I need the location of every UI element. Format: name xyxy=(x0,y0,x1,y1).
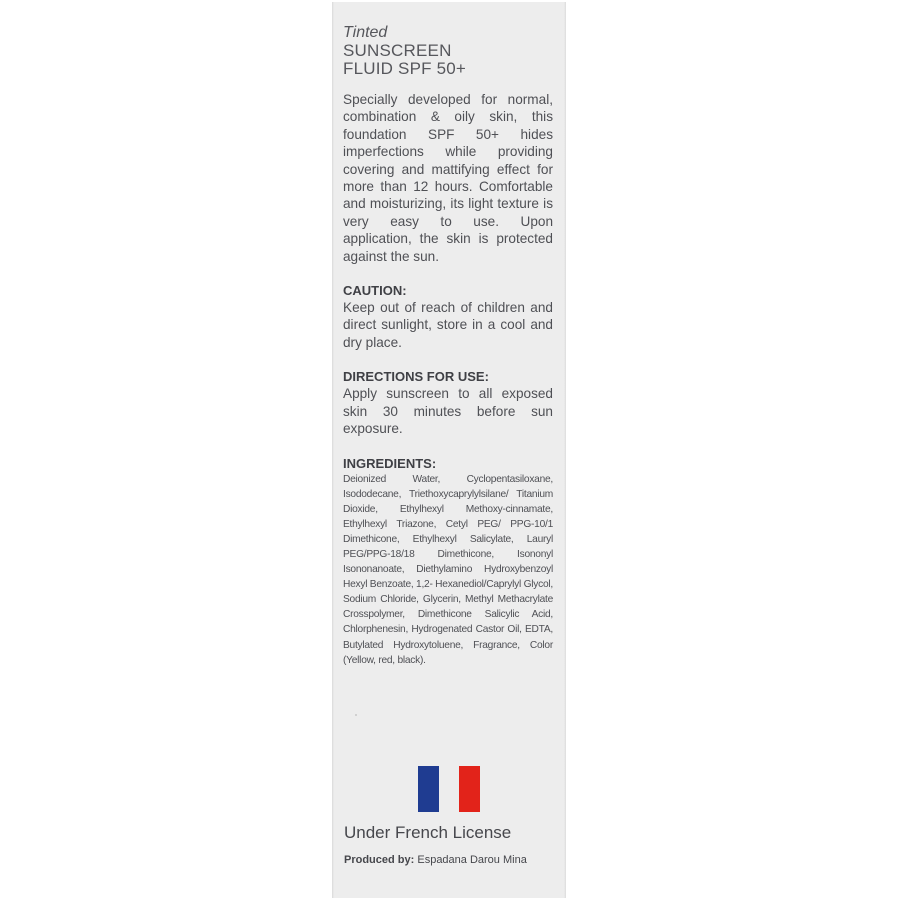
license-text: Under French License xyxy=(344,823,512,842)
flag-blue-stripe xyxy=(418,766,439,812)
ingredients-text: Deionized Water, Cyclopentasiloxane, Isododecane, Triethoxycaprylylsilane/ Titanium Dioxide, Ethylhexyl Methoxy-cinnamate, Ethylhexyl Triazone, Cetyl PEG/ PPG-10/1 Dimethicone, Ethylhexyl Salicylate, Lauryl PEG/PPG-18/18 Dimethicone, Isononyl Isononanoate, Diethylamino Hydroxybenzoyl Hexyl Benzoate, 1,2- Hexanediol/Caprylyl Glycol, Sodium Chloride, Glycerin, Methyl Methacrylate Crosspolymer, Dimethicone Salicylic Acid, Chlorphenesin, Hydrogenated Castor Oil, EDTA, Butylated Hydroxytoluene, Fragrance, Color (Yellow, red, black). xyxy=(343,473,553,666)
product-subtitle: Tinted xyxy=(343,24,388,41)
product-title-line-1: SUNSCREEN xyxy=(343,41,452,60)
product-title-line-2: FLUID SPF 50+ xyxy=(343,59,467,78)
product-description: Specially developed for normal, combination & oily skin, this foundation SPF 50+ hides imperfections while providing covering and mattifying effect for more than 12 hours. Comfortable and moisturizing, its light texture is very easy to use. Upon application, the skin is protected against the sun. xyxy=(343,92,553,264)
box-edge-right xyxy=(564,2,566,898)
caution-text: Keep out of reach of children and direct sunlight, store in a cool and dry place. xyxy=(343,300,553,350)
print-speck xyxy=(355,714,357,716)
directions-heading: DIRECTIONS FOR USE: xyxy=(343,369,489,385)
producer-label: Produced by: xyxy=(344,854,415,866)
caution-heading: CAUTION: xyxy=(343,283,407,299)
ingredients-heading: INGREDIENTS: xyxy=(343,455,437,471)
producer-name: Espadana Darou Mina xyxy=(417,854,527,866)
box-edge-left xyxy=(332,2,334,898)
producer-line xyxy=(344,853,527,867)
box-text-content xyxy=(343,24,553,668)
flag-red-stripe xyxy=(459,766,480,812)
directions-text: Apply sunscreen to all exposed skin 30 minutes before sun exposure. xyxy=(343,386,553,437)
